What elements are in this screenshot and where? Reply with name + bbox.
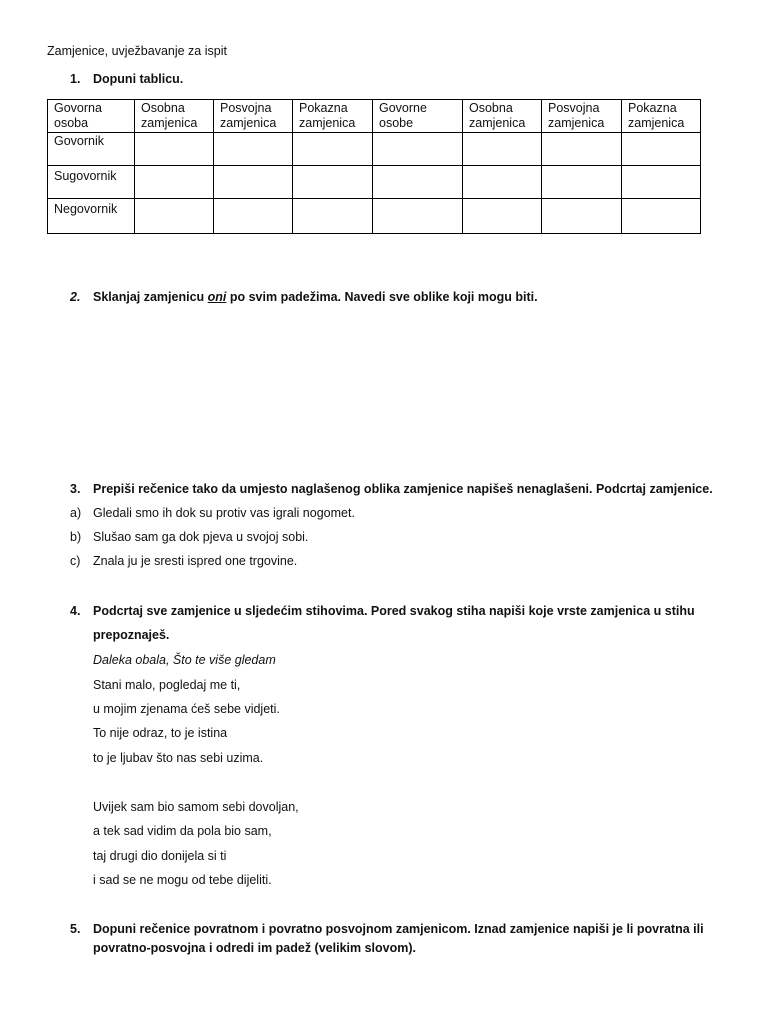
question-1-text: Dopuni tablicu. bbox=[93, 72, 184, 86]
table-header-cell: Govorna osoba bbox=[48, 100, 135, 133]
table-cell bbox=[214, 133, 293, 166]
sentence-label: a) bbox=[70, 506, 82, 520]
question-4-text-line-1: Podcrtaj sve zamjenice u sljedećim stihovima. Pored svakog stiha napiši koje vrste zamjenica u stihu bbox=[93, 604, 695, 618]
sentence-label: b) bbox=[70, 530, 82, 544]
table-cell bbox=[293, 133, 373, 166]
table-cell bbox=[373, 133, 463, 166]
row-label-negovornik: Negovornik bbox=[48, 199, 135, 234]
question-2-text-before: Sklanjaj zamjenicu bbox=[93, 290, 208, 304]
sentence-text: Slušao sam ga dok pjeva u svojoj sobi. bbox=[93, 530, 309, 544]
question-3-number: 3. bbox=[70, 482, 81, 496]
question-3-text: Prepiši rečenice tako da umjesto naglašenog oblika zamjenice napišeš nenaglašeni. Podcrtaj zamjenice. bbox=[93, 482, 713, 496]
question-2-emphasis: oni bbox=[207, 290, 227, 304]
table-row bbox=[48, 166, 701, 199]
question-4-text-line-2: prepoznaješ. bbox=[93, 628, 170, 642]
table-cell bbox=[542, 133, 622, 166]
poem-line: Uvijek sam bio samom sebi dovoljan, bbox=[93, 800, 299, 814]
document-title: Zamjenice, uvježbavanje za ispit bbox=[47, 44, 227, 58]
table-cell bbox=[463, 166, 542, 199]
table-cell bbox=[542, 199, 622, 234]
table-row bbox=[48, 133, 701, 166]
sentence-text: Gledali smo ih dok su protiv vas igrali nogomet. bbox=[93, 506, 355, 520]
table-cell bbox=[463, 133, 542, 166]
table-header-cell: Osobna zamjenica bbox=[463, 100, 542, 133]
pronoun-table bbox=[47, 99, 701, 234]
table-cell bbox=[135, 166, 214, 199]
table-cell bbox=[135, 133, 214, 166]
table-cell bbox=[622, 133, 701, 166]
question-5-text-line-2: povratno-posvojna i odredi im padež (velikim slovom). bbox=[93, 941, 416, 955]
question-5-number: 5. bbox=[70, 922, 81, 936]
table-cell bbox=[293, 199, 373, 234]
table-header-cell: Osobna zamjenica bbox=[135, 100, 214, 133]
question-2-text bbox=[93, 290, 538, 304]
question-1-number: 1. bbox=[70, 72, 81, 86]
poem-title: Daleka obala, Što te više gledam bbox=[93, 653, 276, 667]
poem-line: To nije odraz, to je istina bbox=[93, 726, 228, 740]
table-cell bbox=[293, 166, 373, 199]
table-cell bbox=[135, 199, 214, 234]
row-label-sugovornik: Sugovornik bbox=[48, 166, 135, 199]
table-header-cell: Posvojna zamjenica bbox=[214, 100, 293, 133]
poem-line: a tek sad vidim da pola bio sam, bbox=[93, 824, 272, 838]
poem-line: u mojim zjenama ćeš sebe vidjeti. bbox=[93, 702, 280, 716]
table-header-cell: Posvojna zamjenica bbox=[542, 100, 622, 133]
table-cell bbox=[622, 166, 701, 199]
poem-line: taj drugi dio donijela si ti bbox=[93, 849, 227, 863]
table-cell bbox=[214, 199, 293, 234]
table-row bbox=[48, 199, 701, 234]
poem-line: Stani malo, pogledaj me ti, bbox=[93, 678, 241, 692]
table-header-row bbox=[48, 100, 701, 133]
question-5-text-line-1: Dopuni rečenice povratnom i povratno posvojnom zamjenicom. Iznad zamjenice napiši je li povratna ili bbox=[93, 922, 704, 936]
question-2-number: 2. bbox=[70, 290, 81, 304]
poem-line: i sad se ne mogu od tebe dijeliti. bbox=[93, 873, 272, 887]
table-header-cell: Pokazna zamjenica bbox=[622, 100, 701, 133]
table-cell bbox=[373, 166, 463, 199]
question-2-text-after: po svim padežima. Navedi sve oblike koji mogu biti. bbox=[226, 290, 538, 304]
question-4-number: 4. bbox=[70, 604, 81, 618]
table-cell bbox=[463, 199, 542, 234]
table-cell bbox=[214, 166, 293, 199]
poem-line: to je ljubav što nas sebi uzima. bbox=[93, 751, 264, 765]
table-cell bbox=[542, 166, 622, 199]
sentence-text: Znala ju je sresti ispred one trgovine. bbox=[93, 554, 298, 568]
sentence-label: c) bbox=[70, 554, 81, 568]
table-header-cell: Govorne osobe bbox=[373, 100, 463, 133]
table-cell bbox=[373, 199, 463, 234]
row-label-govornik: Govornik bbox=[48, 133, 135, 166]
table-header-cell: Pokazna zamjenica bbox=[293, 100, 373, 133]
table-cell bbox=[622, 199, 701, 234]
